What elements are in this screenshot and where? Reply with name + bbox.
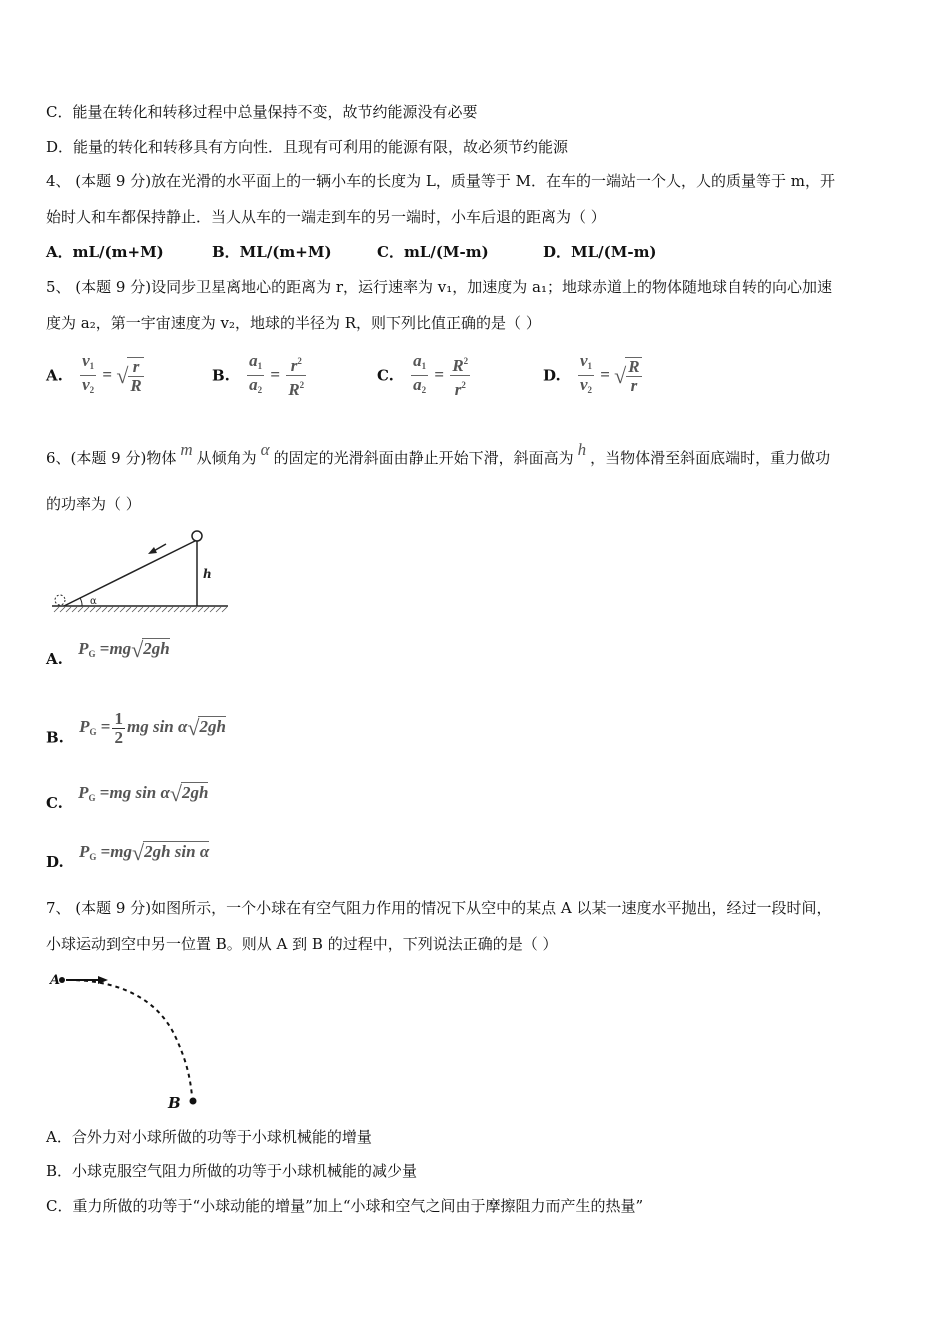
- q4-line2: 始时人和车都保持静止．当人从车的一端走到车的另一端时，小车后退的距离为（ ）: [46, 208, 606, 226]
- q5-a-formula: $\frac{v_1}{v_2}$ = √ $\frac{r}{R}$: [82, 351, 142, 395]
- q5-c-formula: $\frac{a_1}{a_2}$ = $\frac{R^2}{r^2}$: [413, 351, 469, 399]
- incline-figure: [50, 528, 235, 620]
- q6-line1: 6、(本题 9 分)物体 m 从倾角为 α 的固定的光滑斜面由静止开始下滑，斜面高为 h ，当物体滑至斜面底端时，重力做功: [46, 440, 831, 467]
- q5-d-label: D.: [543, 366, 561, 385]
- q4-option-d: D．ML/(M-m): [543, 243, 657, 261]
- q7-option-a: A．合外力对小球所做的功等于小球机械能的增量: [46, 1128, 372, 1146]
- q7-option-b: B．小球克服空气阻力所做的功等于小球机械能的减少量: [46, 1162, 418, 1180]
- incline-h-label: h: [203, 567, 212, 581]
- q5-option-c: [377, 352, 472, 399]
- q5-line1: 5、 (本题 9 分)设同步卫星离地心的距离为 r，运行速率为 v₁，加速度为 a₁；地球赤道上的物体随地球自转的向心加速: [46, 278, 833, 296]
- q6-option-b: B. $P_G$ = $\frac{1}{2}$ mg sin α√2gh: [46, 709, 226, 747]
- q5-d-formula: $\frac{v_1}{v_2}$ = √ $\frac{R}{r}$: [579, 351, 640, 395]
- trajectory-label-b: B: [168, 1094, 181, 1112]
- q5-line2: 度为 a₂，第一宇宙速度为 v₂，地球的半径为 R，则下列比值正确的是（ ）: [46, 314, 541, 332]
- q6-option-c: C. $P_G =mg$ sin α√2gh: [46, 781, 209, 812]
- trajectory-label-a: A: [50, 973, 61, 988]
- q5-option-a: [46, 352, 144, 399]
- option-c-prev: C．能量在转化和转移过程中总量保持不变，故节约能源没有必要: [46, 103, 478, 121]
- q6-option-a: A. $P_G =mg√2gh$: [46, 637, 170, 668]
- q5-c-label: C.: [377, 366, 394, 385]
- q4-option-b: B．ML/(m+M): [212, 243, 332, 261]
- option-d-prev: D．能量的转化和转移具有方向性．且现有可利用的能源有限，故必须节约能源: [46, 138, 569, 156]
- q5-option-d: [543, 352, 642, 399]
- q7-line2: 小球运动到空中另一位置 B。则从 A 到 B 的过程中，下列说法正确的是（ ）: [46, 935, 558, 953]
- q4-line1: 4、 (本题 9 分)放在光滑的水平面上的一辆小车的长度为 L，质量等于 M．在车的一端站一个人，人的质量等于 m，开: [46, 172, 835, 190]
- q5-b-formula: $\frac{a_1}{a_2}$ = $\frac{r^2}{R^2}$: [249, 351, 305, 399]
- q6-option-d: D. $P_G =mg√2gh$ sin α: [46, 840, 210, 871]
- q4-option-a: A．mL/(m+M): [46, 243, 164, 261]
- q5-b-label: B.: [212, 366, 230, 385]
- q5-option-b: [212, 352, 308, 399]
- incline-alpha-label: α: [90, 596, 97, 607]
- q6-line2: 的功率为（ ）: [46, 495, 141, 513]
- q4-option-c: C．mL/(M-m): [377, 243, 489, 261]
- trajectory-figure: [48, 968, 208, 1113]
- q7-line1: 7、 (本题 9 分)如图所示，一个小球在有空气阻力作用的情况下从空中的某点 A 以某一速度水平抛出，经过一段时间，: [46, 899, 832, 917]
- q7-option-c: C．重力所做的功等于“小球动能的增量”加上“小球和空气之间由于摩擦阻力而产生的热量”: [46, 1197, 644, 1215]
- q5-a-label: A.: [46, 366, 63, 385]
